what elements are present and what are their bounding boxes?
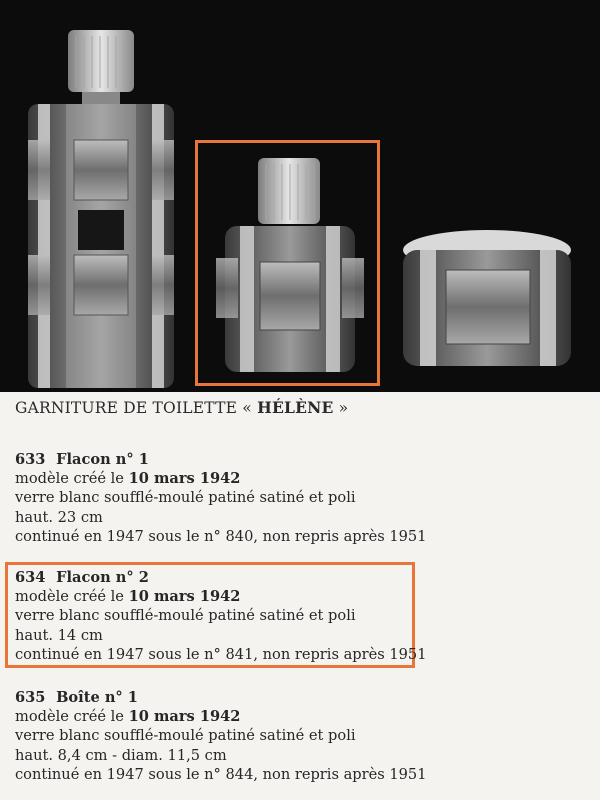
boite-1-image bbox=[403, 230, 571, 366]
entry-material: verre blanc soufflé-moulé patiné satiné et poli bbox=[15, 489, 356, 507]
entry-number: 633 bbox=[15, 451, 46, 468]
catalog-entry-634 bbox=[15, 568, 427, 664]
entry-created: modèle créé le 10 mars 1942 bbox=[15, 588, 241, 606]
entry-number: 634 bbox=[15, 569, 46, 586]
flacon-1-image bbox=[28, 30, 174, 388]
entry-dimensions: haut. 14 cm bbox=[15, 626, 103, 644]
entry-material: verre blanc soufflé-moulé patiné satiné et poli bbox=[15, 607, 356, 625]
catalog-entry-635 bbox=[15, 688, 427, 784]
catalog-entry-633 bbox=[15, 450, 427, 546]
entry-history: continué en 1947 sous le n° 840, non repris après 1951 bbox=[15, 527, 427, 545]
entry-history: continué en 1947 sous le n° 841, non repris après 1951 bbox=[15, 645, 427, 663]
entry-title: Boîte n° 1 bbox=[56, 689, 138, 706]
section-title: GARNITURE DE TOILETTE « HÉLÈNE » bbox=[15, 398, 349, 417]
entry-created: modèle créé le 10 mars 1942 bbox=[15, 708, 241, 726]
entry-dimensions: haut. 8,4 cm - diam. 11,5 cm bbox=[15, 746, 227, 764]
entry-material: verre blanc soufflé-moulé patiné satiné et poli bbox=[15, 727, 356, 745]
set-name: HÉLÈNE bbox=[257, 398, 334, 417]
entry-created: modèle créé le 10 mars 1942 bbox=[15, 470, 241, 488]
highlight-box-flacon-2-photo bbox=[195, 140, 380, 386]
entry-title: Flacon n° 1 bbox=[56, 451, 149, 468]
entry-dimensions: haut. 23 cm bbox=[15, 508, 103, 526]
entry-number: 635 bbox=[15, 689, 46, 706]
entry-history: continué en 1947 sous le n° 844, non repris après 1951 bbox=[15, 765, 427, 783]
entry-title: Flacon n° 2 bbox=[56, 569, 149, 586]
